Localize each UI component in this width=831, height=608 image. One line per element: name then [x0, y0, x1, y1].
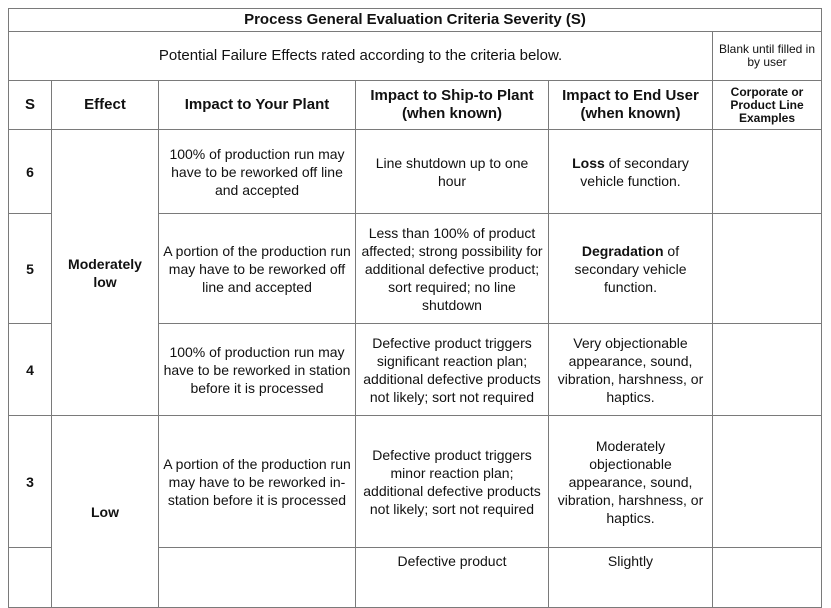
plant-impact: A portion of the production run may have to be reworked in-station before it is processed [159, 416, 356, 548]
ship-impact: Defective product triggers minor reaction plan; additional defective products not likely; sort not required [356, 416, 549, 548]
enduser-impact: Loss of secondary vehicle function. [549, 130, 713, 214]
severity-value: 5 [9, 214, 52, 324]
header-effect: Effect [52, 81, 159, 130]
table-row [9, 130, 822, 214]
severity-value: 6 [9, 130, 52, 214]
header-s: S [9, 81, 52, 130]
enduser-impact: Slightly [549, 548, 713, 608]
plant-impact: 100% of production run may have to be reworked off line and accepted [159, 130, 356, 214]
ship-impact: Defective product [356, 548, 549, 608]
severity-criteria-table [8, 8, 822, 608]
enduser-impact: Moderately objectionable appearance, sound, vibration, harshness, or haptics. [549, 416, 713, 548]
corporate-example [713, 324, 822, 416]
corporate-example [713, 130, 822, 214]
effect-label: Moderately low [52, 130, 159, 416]
enduser-impact: Degradation of secondary vehicle function. [549, 214, 713, 324]
plant-impact [159, 548, 356, 608]
header-plant: Impact to Your Plant [159, 81, 356, 130]
severity-value: 3 [9, 416, 52, 548]
blank-note: Blank until filled in by user [713, 32, 822, 81]
header-enduser: Impact to End User (when known) [549, 81, 713, 130]
effect-label: Low [52, 416, 159, 608]
table-title: Process General Evaluation Criteria Severity (S) [9, 9, 822, 32]
corporate-example [713, 548, 822, 608]
plant-impact: A portion of the production run may have to be reworked off line and accepted [159, 214, 356, 324]
corporate-example [713, 416, 822, 548]
enduser-impact: Very objectionable appearance, sound, vibration, harshness, or haptics. [549, 324, 713, 416]
header-corporate: Corporate or Product Line Examples [713, 81, 822, 130]
plant-impact: 100% of production run may have to be reworked in station before it is processed [159, 324, 356, 416]
header-ship: Impact to Ship-to Plant (when known) [356, 81, 549, 130]
ship-impact: Defective product triggers significant reaction plan; additional defective products not likely; sort not required [356, 324, 549, 416]
table-row [9, 416, 822, 548]
corporate-example [713, 214, 822, 324]
ship-impact: Less than 100% of product affected; strong possibility for additional defective product; sort required; no line shutdown [356, 214, 549, 324]
severity-value: 4 [9, 324, 52, 416]
ship-impact: Line shutdown up to one hour [356, 130, 549, 214]
table-subtitle: Potential Failure Effects rated according to the criteria below. [9, 32, 713, 81]
severity-value [9, 548, 52, 608]
